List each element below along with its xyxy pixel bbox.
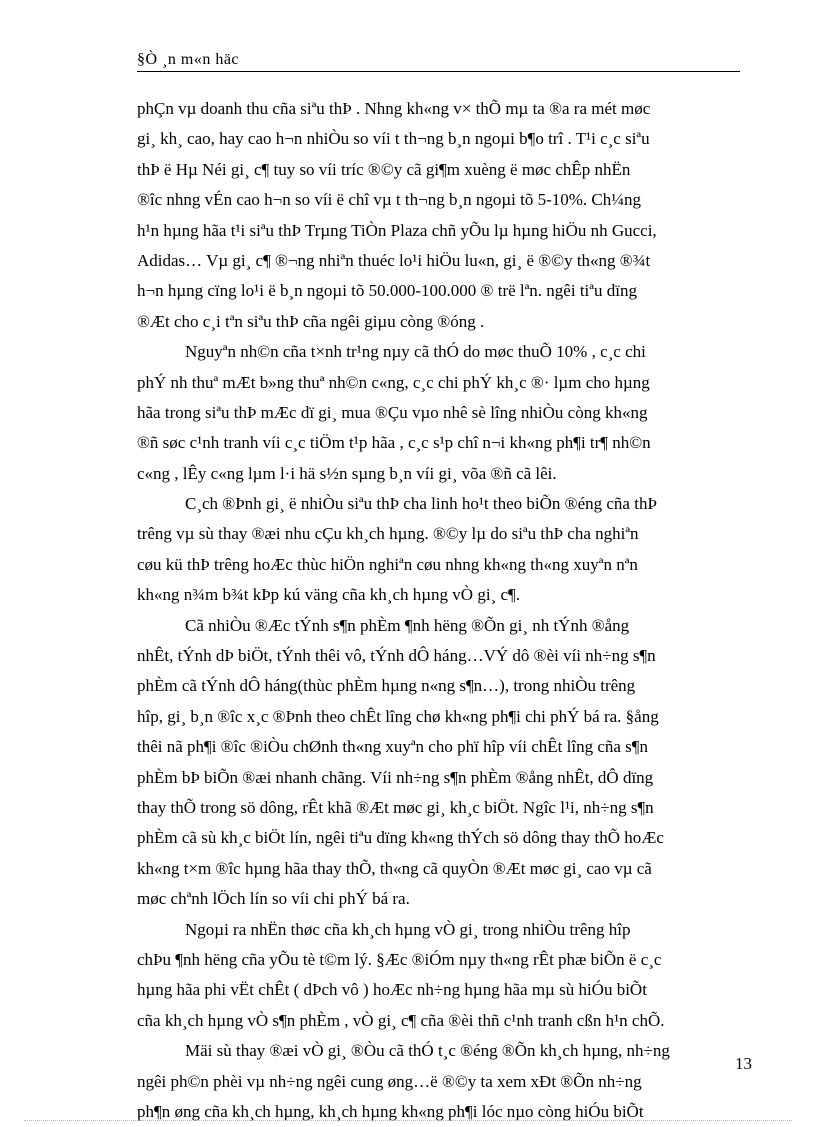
text-line: møc chªnh lÖch lín so víi chi phÝ bá ra. [137, 889, 410, 909]
header-divider [137, 71, 740, 72]
page-number: 13 [735, 1054, 752, 1073]
text-line: thêi nã ph¶i ®îc ®iÒu chØnh th«ng xuyªn cho phï hîp víi chÊt lîng cña s¶n [137, 737, 648, 757]
text-line: hµng hãa phi vËt chÊt ( dÞch vô ) hoÆc nh÷ng hµng hãa mµ sù hiÓu biÕt [137, 980, 647, 1000]
text-line: trêng vµ sù thay ®æi nhu cÇu kh¸ch hµng. ®©y lµ do siªu thÞ cha nghiªn [137, 524, 639, 544]
paragraph-first-line: Cã nhiÒu ®Æc tÝnh s¶n phÈm ¶nh hëng ®Õn gi¸ nh tÝnh ®ång [185, 615, 630, 635]
text-line: nhÊt, tÝnh dÞ biÖt, tÝnh thêi vô, tÝnh dÔ háng…VÝ dô ®èi víi nh÷ng s¶n [137, 646, 656, 666]
body-text [137, 94, 740, 1127]
paragraph-first-line: Ngoµi ra nhËn thøc cña kh¸ch hµng vÒ gi¸ trong nhiÒu trêng hîp [185, 919, 631, 939]
text-line: phÝ nh thuª mÆt b»ng thuª nh©n c«ng, c¸c chi phÝ kh¸c ®· lµm cho hµng [137, 372, 650, 392]
text-line: phÈm cã sù kh¸c biÖt lín, ngêi tiªu dïng kh«ng thÝch sö dông thay thÕ hoÆc [137, 828, 664, 848]
text-line: phÈm bÞ biÕn ®æi nhanh chãng. Víi nh÷ng s¶n phÈm ®ång nhÊt, dÔ dïng [137, 767, 654, 787]
text-line: c«ng , lÊy c«ng lµm l·i hä s½n sµng b¸n víi gi¸ võa ®ñ cã lêi. [137, 463, 557, 483]
text-line: cøu kü thÞ trêng hoÆc thùc hiÖn nghiªn cøu nhng kh«ng th«ng xuyªn nªn [137, 554, 638, 574]
text-line: ®Æt cho c¸i tªn siªu thÞ cña ngêi giµu còng ®óng . [137, 311, 485, 331]
text-line: h¹n hµng hãa t¹i siªu thÞ Trµng TiÒn Plaza chñ yÕu lµ hµng hiÖu nh Gucci, [137, 220, 657, 240]
text-line: Adidas… Vµ gi¸ c¶ ®¬ng nhiªn thuéc lo¹i hiÖu lu«n, gi¸ ë ®©y th«ng ®¾t [137, 250, 651, 270]
text-line: kh«ng t×m ®îc hµng hãa thay thÕ, th«ng cã quyÒn ®Æt møc gi¸ cao vµ cã [137, 858, 652, 878]
text-line: ®ñ søc c¹nh tranh víi c¸c tiÖm t¹p hãa , c¸c s¹p chî n¬i kh«ng ph¶i tr¶ nh©n [137, 433, 651, 453]
paragraph-first-line: C¸ch ®Þnh gi¸ ë nhiÒu siªu thÞ cha linh ho¹t theo biÕn ®éng cña thÞ [185, 494, 657, 514]
text-line: kh«ng n¾m b¾t kÞp kú väng cña kh¸ch hµng vÒ gi¸ c¶. [137, 585, 520, 605]
page-bottom-divider [24, 1120, 792, 1121]
text-line: thay thÕ trong sö dông, rÊt khã ®Æt møc gi¸ kh¸c biÖt. Ngîc l¹i, nh÷ng s¶n [137, 797, 654, 817]
text-line: ph¶n øng cña kh¸ch hµng, kh¸ch hµng kh«ng ph¶i lóc nµo còng hiÓu biÕt [137, 1101, 644, 1121]
text-line: phÈm cã tÝnh dÔ háng(thùc phÈm hµng n«ng s¶n…), trong nhiÒu trêng [137, 676, 636, 696]
text-line: chÞu ¶nh hëng cña yÕu tè t©m lý. §Æc ®iÓm nµy th«ng rÊt phæ biÕn ë c¸c [137, 949, 662, 969]
paragraph-first-line: Mäi sù thay ®æi vÒ gi¸ ®Òu cã thÓ t¸c ®éng ®Õn kh¸ch hµng, nh÷ng [185, 1041, 670, 1061]
text-line: h¬n hµng cïng lo¹i ë b¸n ngoµi tõ 50.000-100.000 ® trë lªn. ngêi tiªu dïng [137, 281, 637, 301]
page-header: §Ò ¸n m«n häc [137, 51, 240, 68]
text-line: gi¸ kh¸ cao, hay cao h¬n nhiÒu so víi t th¬ng b¸n ngoµi b¶o trî . T¹i c¸c siªu [137, 129, 650, 149]
text-line: hîp, gi¸ b¸n ®îc x¸c ®Þnh theo chÊt lîng chø kh«ng ph¶i chi phÝ bá ra. §ång [137, 706, 659, 726]
text-line: ngêi ph©n phèi vµ nh÷ng ngêi cung øng…ë ®©y ta xem xÐt ®Õn nh÷ng [137, 1071, 642, 1091]
text-line: cña kh¸ch hµng vÒ s¶n phÈm , vÒ gi¸ c¶ cña ®èi thñ c¹nh tranh cßn h¹n chÕ. [137, 1010, 665, 1030]
text-line: phÇn vµ doanh thu cña siªu thÞ . Nhng kh«ng v× thÕ mµ ta ®a ra mét møc [137, 99, 651, 118]
text-line: ®îc nhng vÉn cao h¬n so víi ë chî vµ t th¬ng b¸n ngoµi tõ 5-10%. Ch¼ng [137, 190, 642, 210]
text-line: thÞ ë Hµ Néi gi¸ c¶ tuy so víi tríc ®©y cã gi¶m xuèng ë møc chÊp nhËn [137, 159, 631, 179]
text-line: hãa trong siªu thÞ mÆc dï gi¸ mua ®Çu vµo nhê sè lîng nhiÒu còng kh«ng [137, 402, 648, 422]
paragraph-first-line: Nguyªn nh©n cña t×nh tr¹ng nµy cã thÓ do møc thuÕ 10% , c¸c chi [185, 342, 646, 362]
